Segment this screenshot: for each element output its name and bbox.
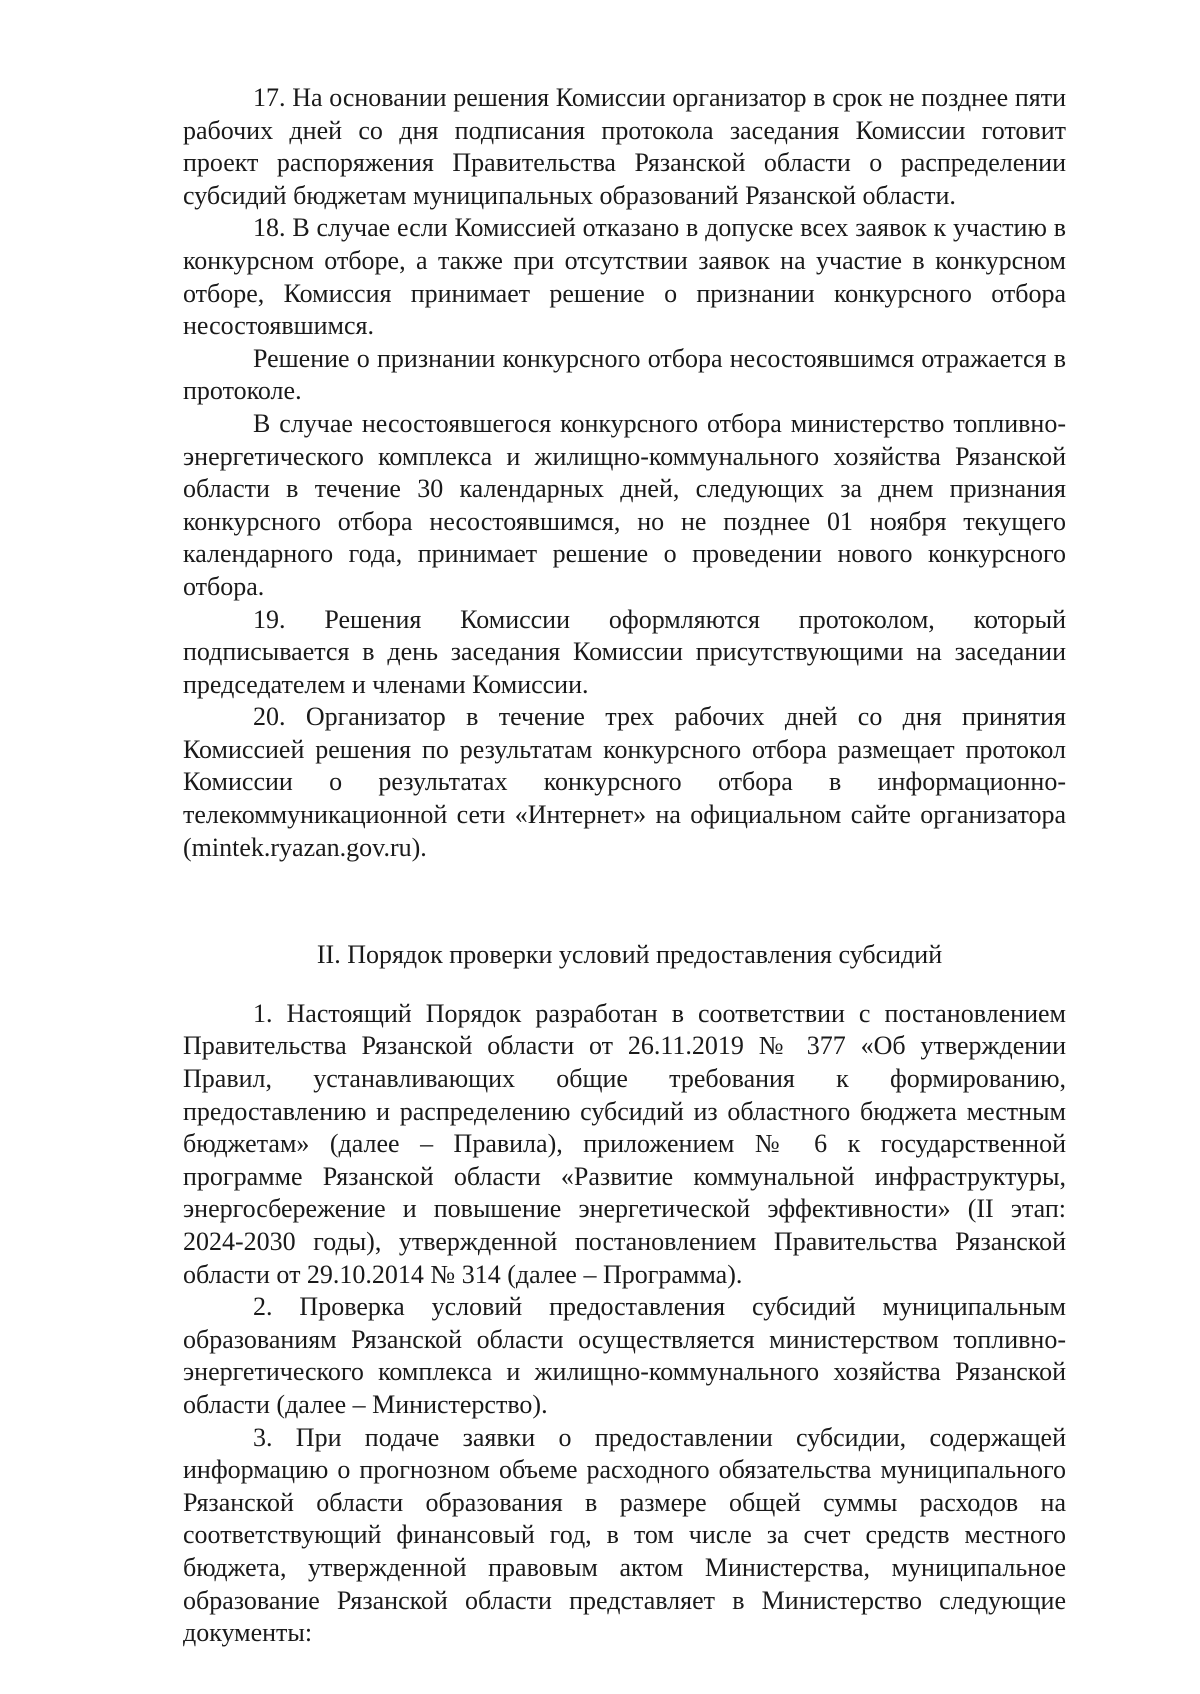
section2-paragraph-2: 2. Проверка условий предоставления субсидий муниципальным образованиям Рязанской области осуществляется министерством топливно-энергетического комплекса и жилищно-коммунального хозяйства Рязанской области (далее – Министерство). [183,1292,1066,1419]
section2-paragraph-3: 3. При подаче заявки о предоставлении субсидии, содержащей информацию о прогнозном объеме расходного обязательства муниципального Рязанской области образования в размере общей суммы расходов на соответствующий финансовый год, в том числе за счет средств местного бюджета, утвержденной правовым актом Министерства, муниципальное образование Рязанской области представляет в Министерство следующие документы: [183,1422,1066,1648]
paragraph-17: 17. На основании решения Комиссии организатор в срок не позднее пяти рабочих дней со дня подписания протокола заседания Комиссии готовит проект распоряжения Правительства Рязанской области о распределении субсидий бюджетам муниципальных образований Рязанской области. [183,83,1066,210]
paragraph-20: 20. Организатор в течение трех рабочих дней со дня принятия Комиссией решения по результатам конкурсного отбора размещает протокол Комиссии о результатах конкурсного отбора в информационно-телекоммуникационной сети «Интернет» на официальном сайте организатора (mintek.ryazan.gov.ru). [183,702,1066,862]
section2-paragraph-1: 1. Настоящий Порядок разработан в соответствии с постановлением Правительства Рязанской области от 26.11.2019 № 377 «Об утверждении Правил, устанавливающих общие требования к формированию, предоставлению и распределению субсидий из областного бюджета местным бюджетам» (далее – Правила), приложением № 6 к государственной программе Рязанской области «Развитие коммунальной инфраструктуры, энергосбережение и повышение энергетической эффективности» (II этап: 2024-2030 годы), утвержденной постановлением Правительства Рязанской области от 29.10.2014 № 314 (далее – Программа). [183,998,1066,1289]
paragraph-18-decision: Решение о признании конкурсного отбора несостоявшимся отражается в протоколе. [183,343,1066,406]
paragraph-18-new-selection: В случае несостоявшегося конкурсного отбора министерство топливно-энергетического комплекса и жилищно-коммунального хозяйства Рязанской области в течение 30 календарных дней, следующих за днем признания конкурсного отбора несостоявшимся, но не позднее 01 ноября текущего календарного года, принимает решение о проведении нового конкурсного отбора. [183,408,1066,601]
paragraph-19: 19. Решения Комиссии оформляются протоколом, который подписывается в день заседания Комиссии присутствующими на заседании председателем и членами Комиссии. [183,604,1066,699]
paragraph-18: 18. В случае если Комиссией отказано в допуске всех заявок к участию в конкурсном отборе, а также при отсутствии заявок на участие в конкурсном отборе, Комиссия принимает решение о признании конкурсного отбора несостоявшимся. [183,213,1066,341]
section-heading: II. Порядок проверки условий предоставления субсидий [316,940,943,970]
